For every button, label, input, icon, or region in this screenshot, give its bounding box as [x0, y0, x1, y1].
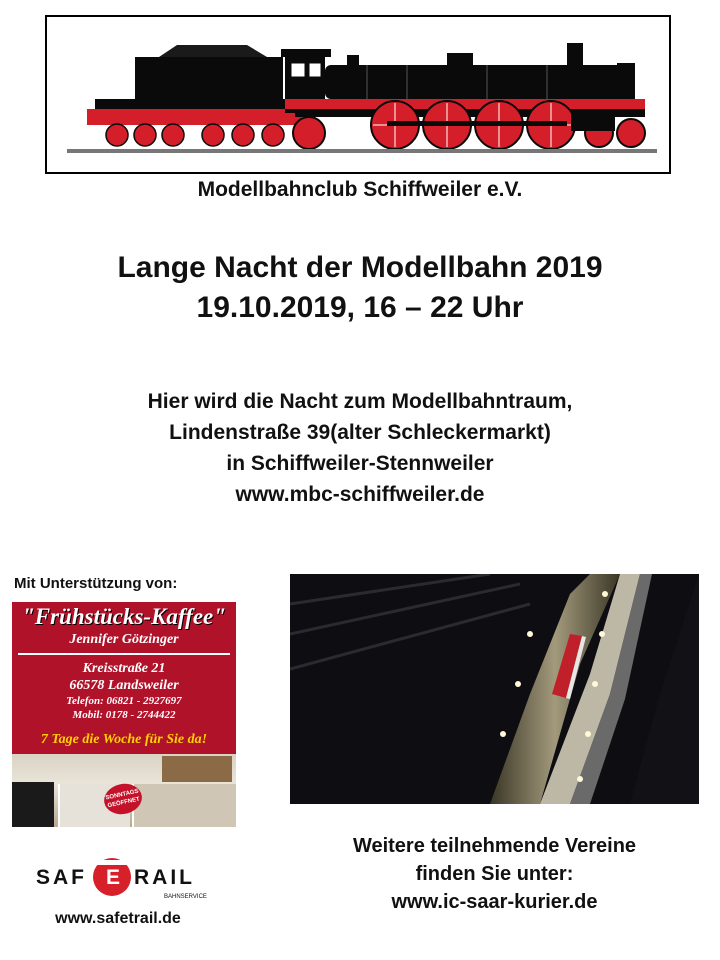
- night-scene: [290, 574, 699, 804]
- ad-contact: [12, 660, 236, 722]
- more-clubs-line-1: Weitere teilnehmende Vereine: [352, 835, 637, 857]
- more-clubs-info: [290, 832, 699, 916]
- safetrail-logo: [28, 846, 208, 906]
- safetrail-mid: E: [106, 866, 121, 889]
- safetrail-logo-graphic: [28, 846, 208, 906]
- ad-slogan: 7 Tage die Woche für Sie da!: [40, 732, 208, 747]
- safetrail-right: RAIL: [134, 866, 195, 889]
- ad-mobile: Mobil: 0178 - 2744422: [72, 709, 176, 721]
- info-address: Lindenstraße 39(alter Schleckermarkt): [169, 421, 551, 444]
- locomotive-illustration: [45, 15, 671, 174]
- info-line-1: Hier wird die Nacht zum Modellbahntraum,: [147, 390, 573, 413]
- model-railway-night-photo: [290, 574, 699, 804]
- support-label: Mit Unterstützung von:: [14, 575, 178, 592]
- ad-phone: Telefon: 06821 - 2927697: [66, 695, 182, 707]
- ad-city: 66578 Landsweiler: [69, 678, 179, 693]
- ic-saar-kurier-link[interactable]: www.ic-saar-kurier.de: [391, 891, 598, 913]
- ad-divider: [18, 653, 230, 655]
- cafe-interior-photo: [12, 754, 236, 827]
- photo-panel: [162, 756, 232, 782]
- ad-title: "Frühstücks-Kaffee": [21, 604, 227, 629]
- more-clubs-line-2: finden Sie unter:: [415, 863, 574, 885]
- ad-street: Kreisstraße 21: [82, 661, 166, 676]
- sunday-open-badge: SONNTAGS GEÖFFNET: [101, 780, 144, 817]
- event-title: Lange Nacht der Modellbahn 2019: [117, 251, 603, 284]
- info-location: in Schiffweiler-Stennweiler: [226, 452, 494, 475]
- club-website-link[interactable]: www.mbc-schiffweiler.de: [235, 483, 485, 506]
- safetrail-subline: BAHNSERVICE: [164, 894, 207, 900]
- event-datetime: 19.10.2019, 16 – 22 Uhr: [196, 291, 524, 324]
- club-name: Modellbahnclub Schiffweiler e.V.: [197, 178, 523, 201]
- safetrail-website-link[interactable]: www.safetrail.de: [55, 910, 181, 927]
- photo-panel: [12, 782, 54, 827]
- event-heading: [0, 248, 720, 328]
- sponsor-ad: [12, 602, 236, 827]
- ad-owner: Jennifer Götzinger: [69, 632, 179, 647]
- steam-locomotive-drawing: [47, 17, 669, 172]
- event-info: [0, 386, 720, 510]
- photo-panel: [132, 784, 236, 827]
- safetrail-left: SAF: [36, 866, 87, 889]
